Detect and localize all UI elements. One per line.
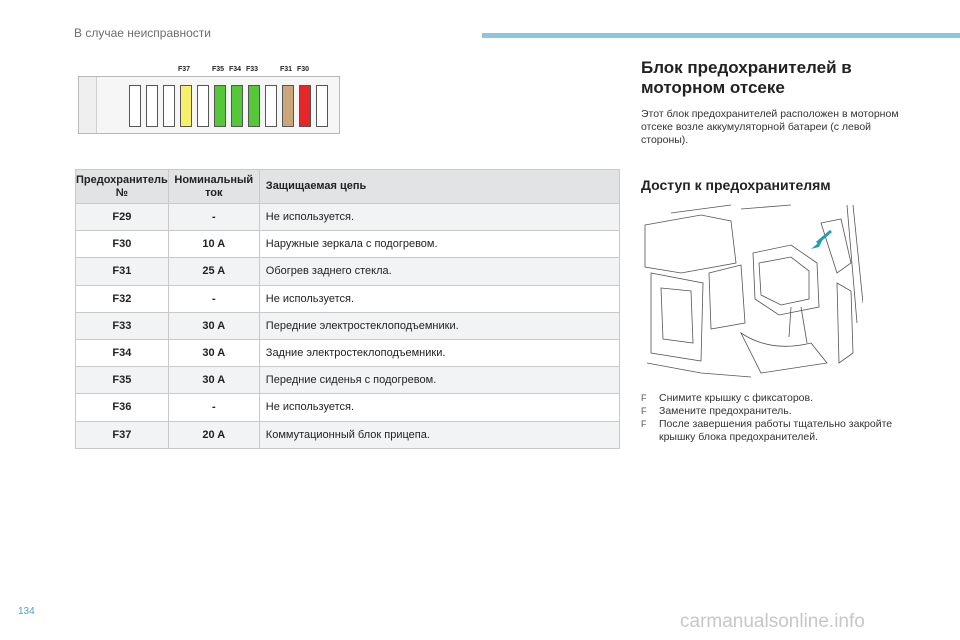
fuse-label-f37: F37 xyxy=(178,66,191,73)
table-row xyxy=(76,204,620,231)
cell-current: - xyxy=(168,285,259,312)
engine-compartment-illustration xyxy=(641,203,863,381)
cell-fuse: F33 xyxy=(76,312,169,339)
cell-fuse: F31 xyxy=(76,258,169,285)
checkbox-marker-icon: F xyxy=(641,393,647,403)
cell-fuse: F30 xyxy=(76,231,169,258)
fuse-slot xyxy=(163,85,175,127)
cell-fuse: F32 xyxy=(76,285,169,312)
step-text: Снимите крышку с фиксаторов. xyxy=(659,392,814,404)
step-text: После завершения работы тщательно закройте крышку блока предохранителей. xyxy=(659,418,893,443)
fuse-box-diagram xyxy=(78,66,340,136)
step-text: Замените предохранитель. xyxy=(659,405,792,417)
cell-circuit: Задние электростеклоподъемники. xyxy=(259,339,619,366)
fuse-slot xyxy=(265,85,277,127)
cell-current: 30 A xyxy=(168,312,259,339)
fuse-slot-f33 xyxy=(248,85,260,127)
fuse-slot xyxy=(129,85,141,127)
cell-current: 10 A xyxy=(168,231,259,258)
table-row xyxy=(76,394,620,421)
col-header-fuse: Предохранитель № xyxy=(76,170,169,204)
table-row xyxy=(76,339,620,366)
col-header-circuit: Защищаемая цепь xyxy=(259,170,619,204)
cell-circuit: Не используется. xyxy=(259,204,619,231)
cell-current: 25 A xyxy=(168,258,259,285)
table-row xyxy=(76,367,620,394)
list-item xyxy=(641,392,931,405)
fuse-label-f33: F33 xyxy=(246,66,259,73)
list-item xyxy=(641,418,931,444)
header-accent-bar xyxy=(482,33,960,38)
fuse-label-f34: F34 xyxy=(229,66,242,73)
col-header-current: Номинальный ток xyxy=(168,170,259,204)
cell-fuse: F37 xyxy=(76,421,169,448)
cell-circuit: Передние сиденья с подогревом. xyxy=(259,367,619,394)
cell-current: - xyxy=(168,394,259,421)
table-row xyxy=(76,285,620,312)
cell-circuit: Не используется. xyxy=(259,285,619,312)
cell-current: 30 A xyxy=(168,339,259,366)
fuse-slot xyxy=(316,85,328,127)
cell-fuse: F35 xyxy=(76,367,169,394)
fuse-label-f30: F30 xyxy=(297,66,310,73)
checkbox-marker-icon: F xyxy=(641,406,647,416)
table-row xyxy=(76,231,620,258)
watermark: carmanualsonline.info xyxy=(680,611,865,632)
access-subtitle: Доступ к предохранителям xyxy=(641,177,831,193)
fuse-box-notch xyxy=(79,77,97,133)
intro-text: Этот блок предохранителей расположен в моторном отсеке возле аккумуляторной батареи (с левой стороны). xyxy=(641,108,899,146)
fuse-label-f31: F31 xyxy=(280,66,293,73)
table-row xyxy=(76,312,620,339)
fuse-slot-f30 xyxy=(299,85,311,127)
cell-current: - xyxy=(168,204,259,231)
table-header-row xyxy=(76,170,620,204)
fuse-slot-f37 xyxy=(180,85,192,127)
fuse-slot xyxy=(146,85,158,127)
cell-circuit: Наружные зеркала с подогревом. xyxy=(259,231,619,258)
cell-circuit: Передние электростеклоподъемники. xyxy=(259,312,619,339)
checkbox-marker-icon: F xyxy=(641,419,647,429)
cell-circuit: Коммутационный блок прицепа. xyxy=(259,421,619,448)
cell-current: 20 A xyxy=(168,421,259,448)
cell-current: 30 A xyxy=(168,367,259,394)
table-row xyxy=(76,421,620,448)
fuse-table xyxy=(75,169,620,449)
cell-fuse: F29 xyxy=(76,204,169,231)
page-number: 134 xyxy=(18,606,35,617)
cell-fuse: F34 xyxy=(76,339,169,366)
page-header-title: В случае неисправности xyxy=(74,26,211,40)
fuse-box-outline xyxy=(78,76,340,134)
fuse-slot xyxy=(197,85,209,127)
section-title: Блок предохранителей в моторном отсеке xyxy=(641,58,852,97)
table-row xyxy=(76,258,620,285)
fuse-slot-f34 xyxy=(231,85,243,127)
list-item xyxy=(641,405,931,418)
fuse-slot-f35 xyxy=(214,85,226,127)
cell-circuit: Обогрев заднего стекла. xyxy=(259,258,619,285)
steps-list xyxy=(641,392,931,444)
fuse-label-f35: F35 xyxy=(212,66,225,73)
fuse-slot-f31 xyxy=(282,85,294,127)
cell-fuse: F36 xyxy=(76,394,169,421)
cell-circuit: Не используется. xyxy=(259,394,619,421)
